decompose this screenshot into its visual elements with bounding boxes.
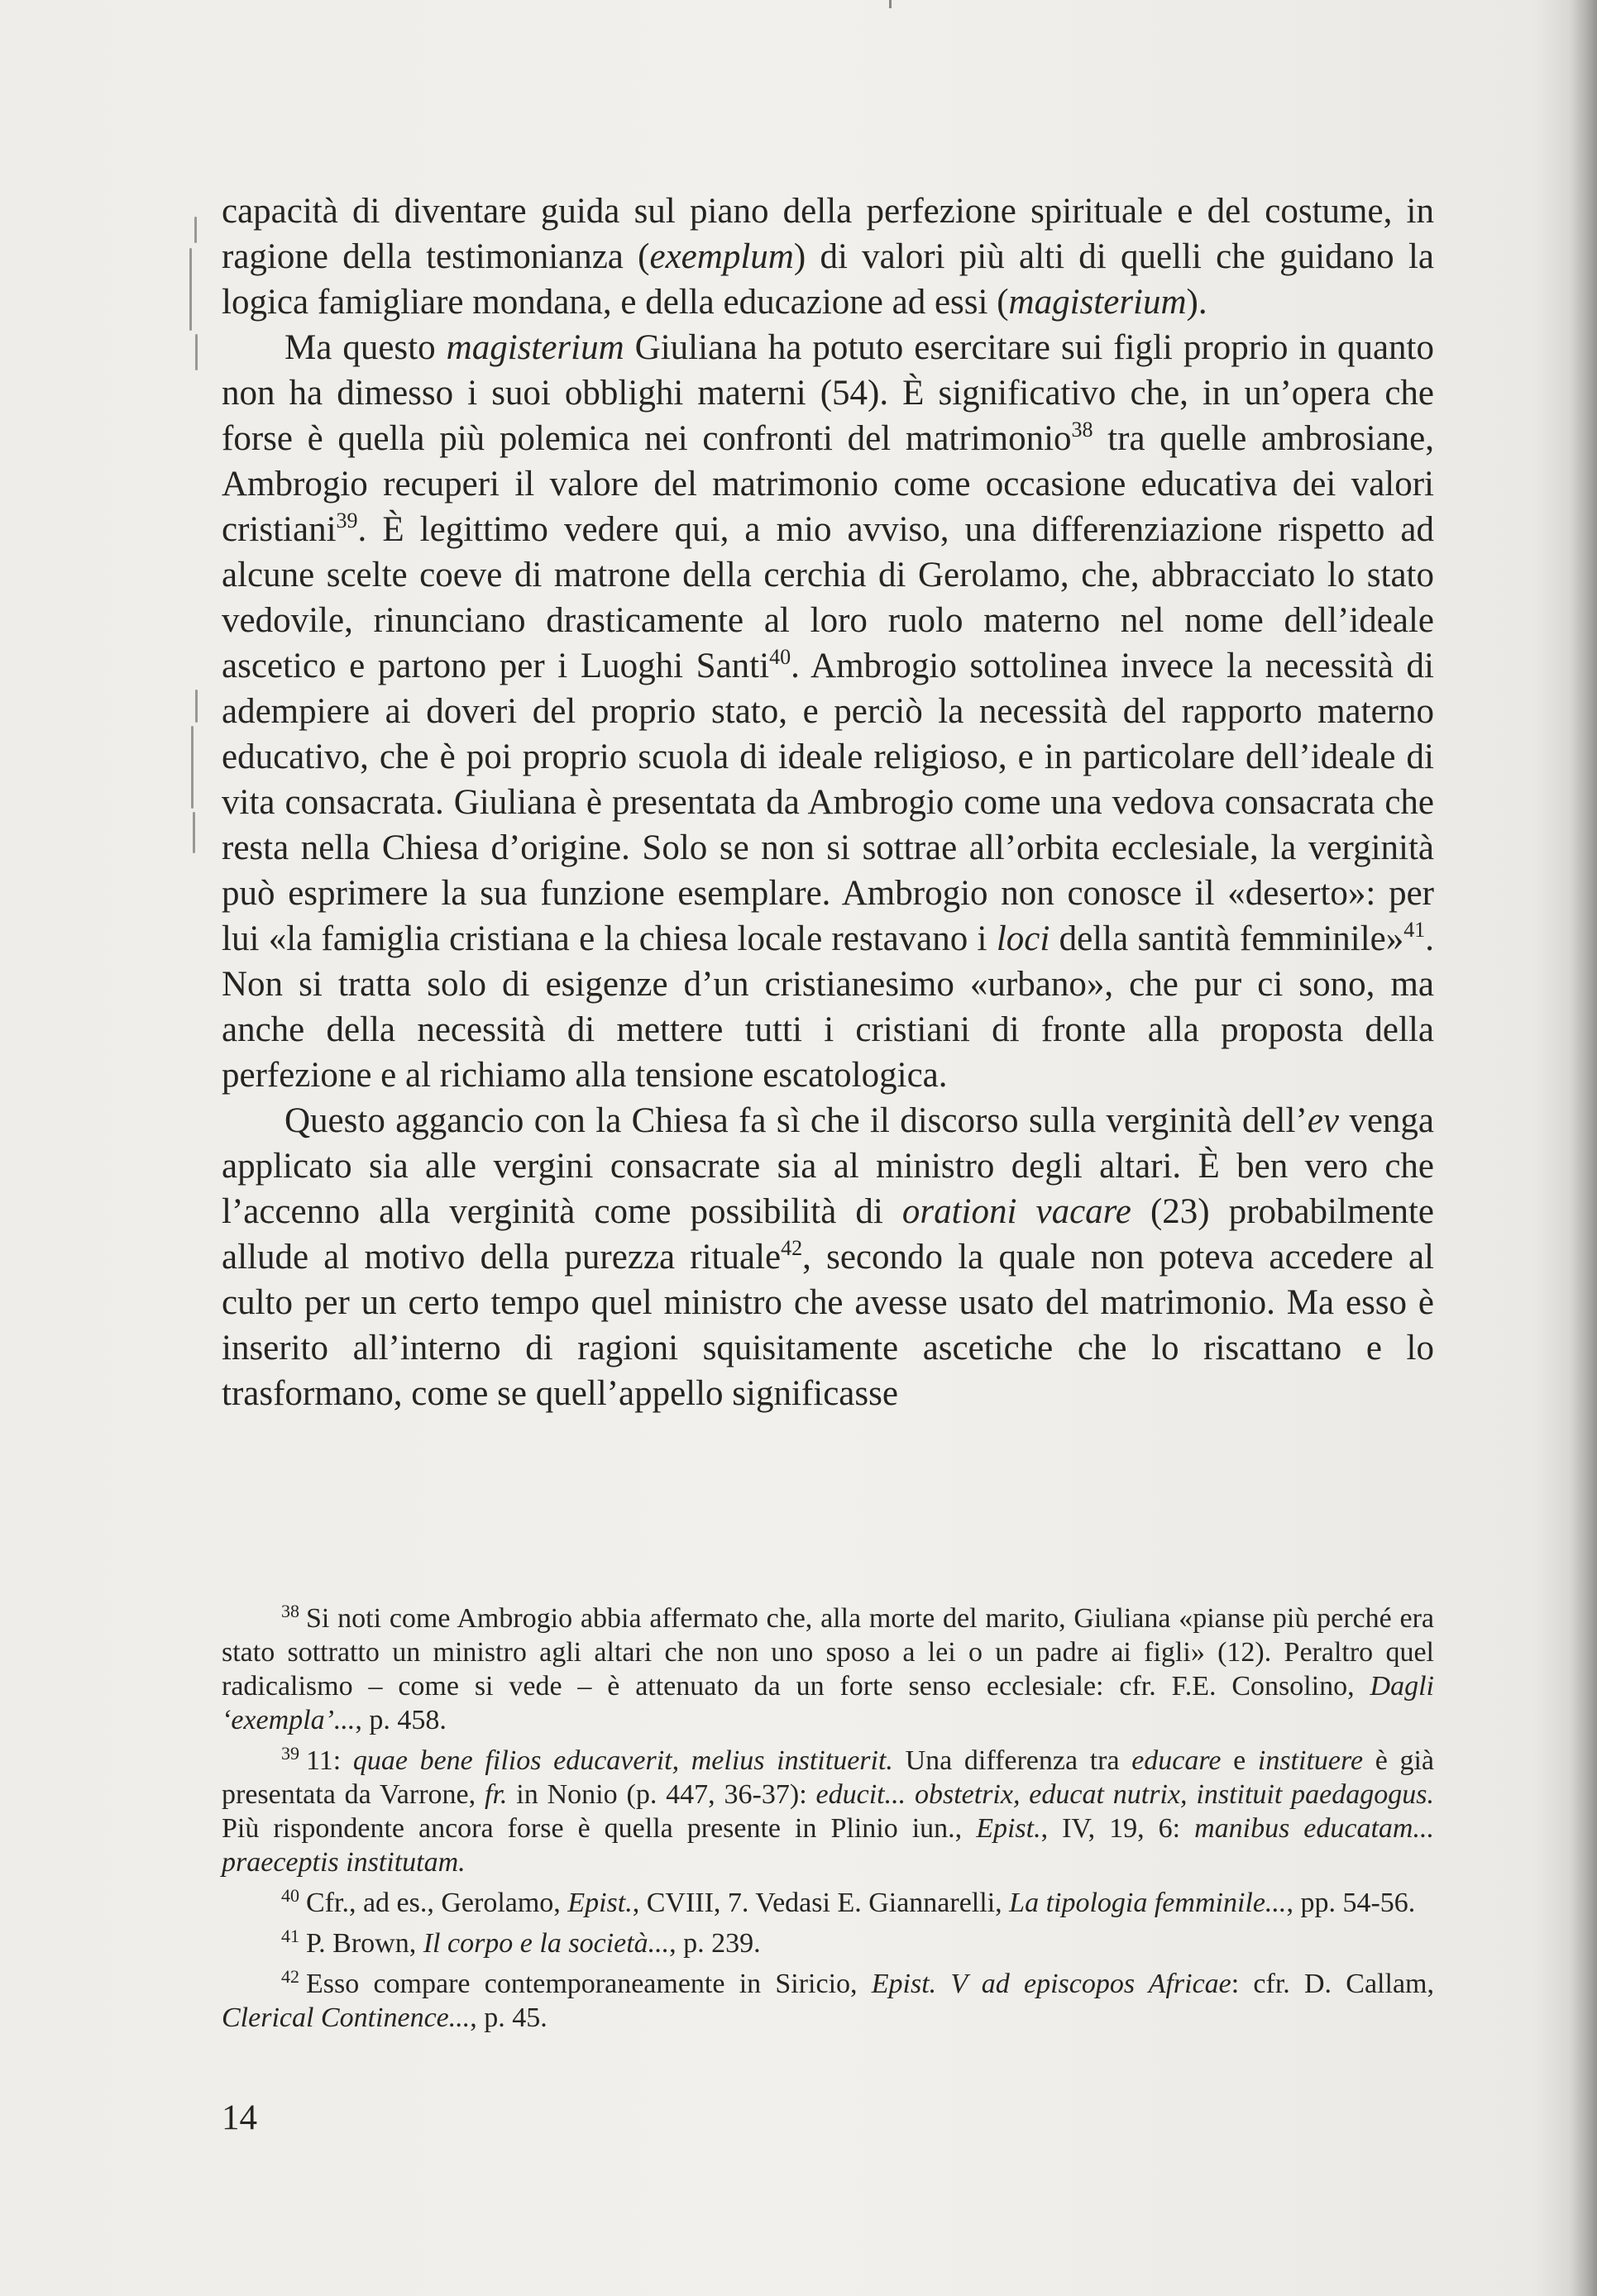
text-span: , p. 458. <box>355 1705 447 1735</box>
text-span: , p. 239. <box>669 1928 761 1959</box>
pencil-margin-mark <box>195 690 198 723</box>
text-span: . Non si tratta solo di esigenze d’un cristianesimo «urbano», che pur ci sono, ma anche della necessità di mettere tutti i cristiani di fronte alla proposta della perfezione e al richiamo alla tensione escatologica. <box>222 919 1434 1095</box>
pencil-margin-mark <box>189 248 192 331</box>
text-span: Cfr., ad es., Gerolamo, <box>306 1888 568 1918</box>
pencil-margin-mark <box>194 217 197 243</box>
footnote <box>222 1601 1434 1737</box>
italic-span: magisterium <box>446 328 624 367</box>
text-span: , IV, 19, 6: <box>1040 1813 1195 1844</box>
italic-span: Epist. <box>976 1813 1041 1844</box>
italic-span: quae bene filios educaverit, melius instituerit. <box>352 1745 893 1776</box>
pencil-margin-mark <box>193 812 195 853</box>
footnote-ref: 41 <box>1403 917 1426 942</box>
footnote-number: 38 <box>281 1600 299 1621</box>
main-text <box>222 189 1434 1416</box>
top-crop-mark <box>889 0 892 8</box>
pencil-margin-mark <box>191 726 194 809</box>
italic-span: Il corpo e la società... <box>423 1928 670 1959</box>
italic-span: instituere <box>1257 1745 1364 1776</box>
italic-span: fr. <box>485 1779 508 1810</box>
footnote <box>222 1744 1434 1879</box>
text-span: . Ambrogio sottolinea invece la necessità di adempiere ai doveri del proprio stato, e perciò la necessità del rapporto materno educativo, che è poi proprio scuola di ideale religioso, e in particolare dell’ideale di vita consacrata. Giuliana è presentata da Ambrogio come una vedova consacrata che resta nella Chiesa d’origine. Solo se non si sottrae all’orbita ecclesiale, la verginità può esprimere la sua funzione esemplare. Ambrogio non conosce il «deserto»: per lui «la famiglia cristiana e la chiesa locale restavano i <box>222 647 1434 958</box>
footnote-number: 41 <box>281 1925 299 1946</box>
italic-span: educare <box>1131 1745 1222 1776</box>
footnote-number: 40 <box>281 1884 299 1906</box>
footnote <box>222 1886 1434 1920</box>
footnote <box>222 1967 1434 2035</box>
text-span: . È legittimo vedere qui, a mio avviso, una differenziazione rispetto ad alcune scelte coeve di matrone della cerchia di Gerolamo, che, abbracciato lo stato vedovile, rinunciano drasticamente al loro ruolo materno nel nome dell’ideale ascetico e partono per i Luoghi Santi <box>222 510 1434 685</box>
footnote-number: 42 <box>281 1965 299 1987</box>
text-span: ) di valori più alti di quelli che guidano la logica famigliare mondana, e della educazione ad essi ( <box>222 237 1434 322</box>
body-paragraph <box>222 1098 1434 1416</box>
italic-span: loci <box>996 919 1050 958</box>
text-span: P. Brown, <box>306 1928 423 1959</box>
text-span: Questo aggancio con la Chiesa fa sì che il discorso sulla verginità dell’ <box>284 1101 1308 1140</box>
pencil-margin-mark <box>195 334 198 370</box>
text-span: : cfr. D. Callam, <box>1231 1969 1434 1999</box>
italic-span: Dagli ‘exempla’... <box>222 1671 1434 1735</box>
text-span: , CVIII, 7. Vedasi E. Giannarelli, <box>632 1888 1010 1918</box>
text-span: in Nonio (p. 447, 36-37): <box>507 1779 816 1810</box>
footnote-ref: 42 <box>781 1235 803 1260</box>
italic-span: Clerical Continence... <box>222 2002 471 2033</box>
text-span: Esso compare contemporaneamente in Siricio, <box>306 1969 872 1999</box>
text-span: ). <box>1186 283 1207 322</box>
footnote-ref: 40 <box>769 644 791 669</box>
italic-span: orationi vacare <box>901 1192 1131 1231</box>
footnotes <box>222 1601 1434 2041</box>
italic-span: ev <box>1307 1101 1339 1140</box>
text-span: è già presentata da Varrone, <box>222 1745 1434 1810</box>
body-paragraph <box>222 189 1434 325</box>
footnote <box>222 1926 1434 1960</box>
italic-span: manibus educatam... praeceptis institutam. <box>222 1813 1434 1878</box>
italic-span: Epist. <box>567 1888 633 1918</box>
text-span: Una differenza tra <box>892 1745 1132 1776</box>
italic-span: La tipologia femminile... <box>1009 1888 1287 1918</box>
footnote-number: 39 <box>281 1742 299 1764</box>
text-span: e <box>1221 1745 1258 1776</box>
text-span: (23) probabilmente allude al motivo della purezza rituale <box>222 1192 1435 1277</box>
footnote-ref: 39 <box>336 508 358 532</box>
italic-span: educit... obstetrix, educat nutrix, instituit paedagogus. <box>815 1779 1434 1810</box>
page-number: 14 <box>222 2098 257 2137</box>
text-span: capacità di diventare guida sul piano della perfezione spirituale e del costume, in ragione della testimonianza ( <box>222 192 1434 276</box>
text-span: , p. 45. <box>470 2002 547 2033</box>
text-span: Si noti come Ambrogio abbia affermato che, alla morte del marito, Giuliana «pianse più perché era stato sottratto un ministro agli altari che non uno sposo a lei o un padre ai figli» (12). Peraltro quel radicalismo – come si vede – è attenuato da un forte senso ecclesiale: cfr. F.E. Consolino, <box>222 1603 1434 1702</box>
footnote-ref: 38 <box>1071 417 1093 442</box>
text-span: Ma questo <box>284 328 447 367</box>
body-paragraph <box>222 325 1434 1098</box>
text-span: 11: <box>306 1745 353 1776</box>
text-span: tra quelle ambrosiane, Ambrogio recuperi il valore del matrimonio come occasione educativa dei valori cristiani <box>222 419 1434 549</box>
text-span: Più rispondente ancora forse è quella presente in Plinio iun., <box>222 1813 977 1844</box>
text-span: della santità femminile» <box>1050 919 1404 958</box>
text-span: , secondo la quale non poteva accedere al culto per un certo tempo quel ministro che avesse usato del matrimonio. Ma esso è inserito all’interno di ragioni squisitamente ascetiche che lo riscattano e lo trasformano, come se quell’appello significasse <box>222 1238 1434 1413</box>
italic-span: Epist. V ad episcopos Africae <box>871 1969 1231 1999</box>
text-span: , pp. 54-56. <box>1286 1888 1416 1918</box>
page-edge-shadow <box>1569 0 1597 2296</box>
text-span: venga applicato sia alle vergini consacrate sia al ministro degli altari. È ben vero che l’accenno alla verginità come possibilità di <box>222 1101 1434 1231</box>
italic-span: magisterium <box>1008 283 1187 322</box>
text-span: Giuliana ha potuto esercitare sui figli proprio in quanto non ha dimesso i suoi obblighi materni (54). È significativo che, in un’opera che forse è quella più polemica nei confronti del matrimonio <box>222 328 1434 458</box>
italic-span: exemplum <box>649 237 794 276</box>
